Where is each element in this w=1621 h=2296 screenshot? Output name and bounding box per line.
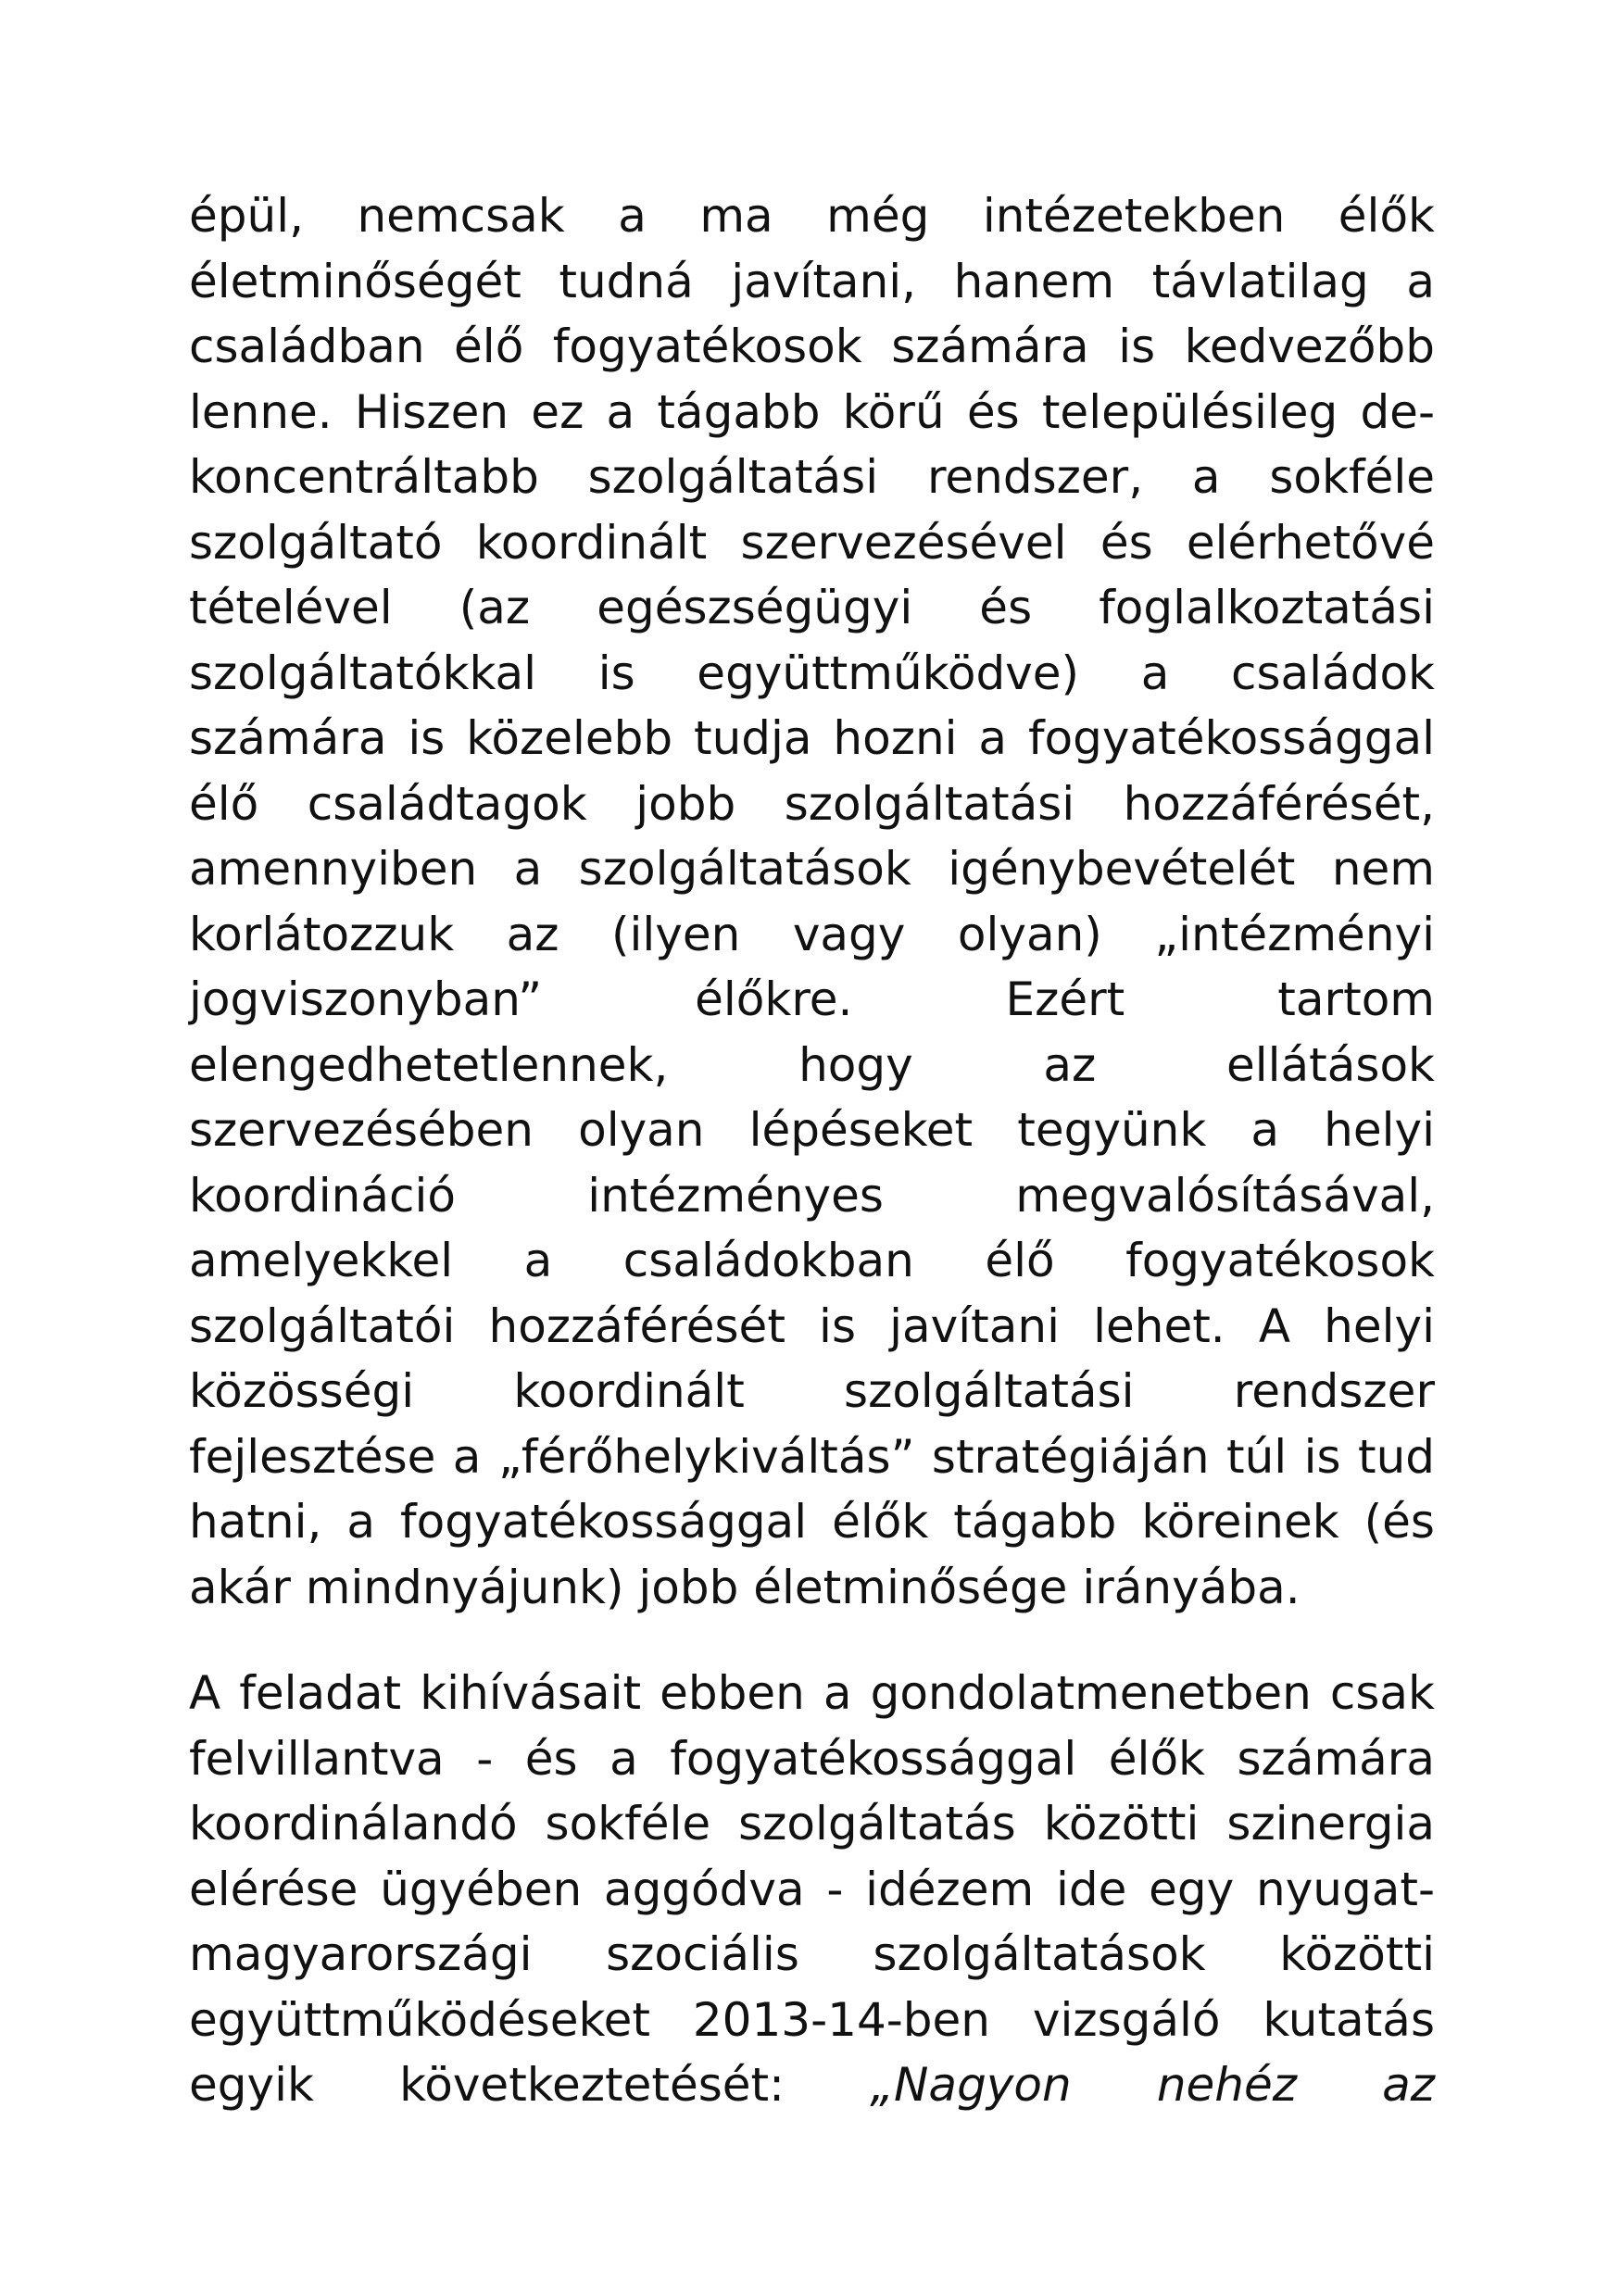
text-line: magyarországi szociális szolgáltatások közötti [189,1927,1435,1981]
text-line: felvillantva - és a fogyatékossággal élők számára [189,1731,1435,1786]
text-line: jogviszonyban” élőkre. Ezért tartom [189,972,1435,1026]
text-line: szolgáltató koordinált szervezésével és elérhetővé [189,515,1435,570]
text-line: amelyekkel a családokban élő fogyatékosok [189,1234,1435,1287]
text-line: hatni, a fogyatékossággal élők tágabb köreinek (és [189,1495,1435,1549]
text-line: családban élő fogyatékosok számára is kedvezőbb [189,320,1435,373]
text-line: élő családtagok jobb szolgáltatási hozzáférését, [189,776,1435,831]
text-line: koordinálandó sokféle szolgáltatás közötti szinergia [189,1797,1435,1851]
paragraph-2 [189,1661,1435,2118]
text-line: épül, nemcsak a ma még intézetekben élők [189,189,1435,243]
text-line: A feladat kihívásait ebben a gondolatmenetben csak [189,1666,1435,1720]
text-line: akár mindnyájunk) jobb életminősége irányába. [189,1560,1301,1614]
quote-italic: „Nagyon nehéz az [870,2058,1435,2112]
text-line: életminőségét tudná javítani, hanem távlatilag a [189,254,1435,308]
text-plain: egyik következtetését: [189,2058,871,2112]
text-line: szervezésében olyan lépéseket tegyünk a helyi [189,1103,1435,1157]
text-line: szolgáltatói hozzáférését is javítani lehet. A helyi [189,1299,1435,1353]
text-line: elengedhetetlennek, hogy az ellátások [189,1037,1435,1092]
text-line: koordináció intézményes megvalósításával, [189,1168,1435,1223]
text-line: fejlesztése a „férőhelykiváltás” stratégiáján túl is tud [189,1429,1435,1484]
text-line: közösségi koordinált szolgáltatási rendszer [189,1364,1435,1418]
text-line: lenne. Hiszen ez a tágabb körű és településileg de- [189,384,1435,439]
text-line: korlátozzuk az (ilyen vagy olyan) „intézményi [189,907,1435,961]
text-line: tételével (az egészségügyi és foglalkoztatási [189,581,1435,634]
text-line: koncentráltabb szolgáltatási rendszer, a sokféle [189,450,1435,504]
text-line: szolgáltatókkal is együttműködve) a családok [189,646,1435,700]
paragraph-1 [189,183,1435,1620]
text-line: amennyiben a szolgáltatások igénybevételét nem [189,842,1435,896]
text-line: számára is közelebb tudja hozni a fogyatékossággal [189,711,1435,765]
text-line: elérése ügyében aggódva - idézem ide egy nyugat- [189,1862,1435,1916]
text-line-last [189,2052,1435,2118]
text-line: együttműködéseket 2013-14-ben vizsgáló kutatás [189,1992,1435,2047]
